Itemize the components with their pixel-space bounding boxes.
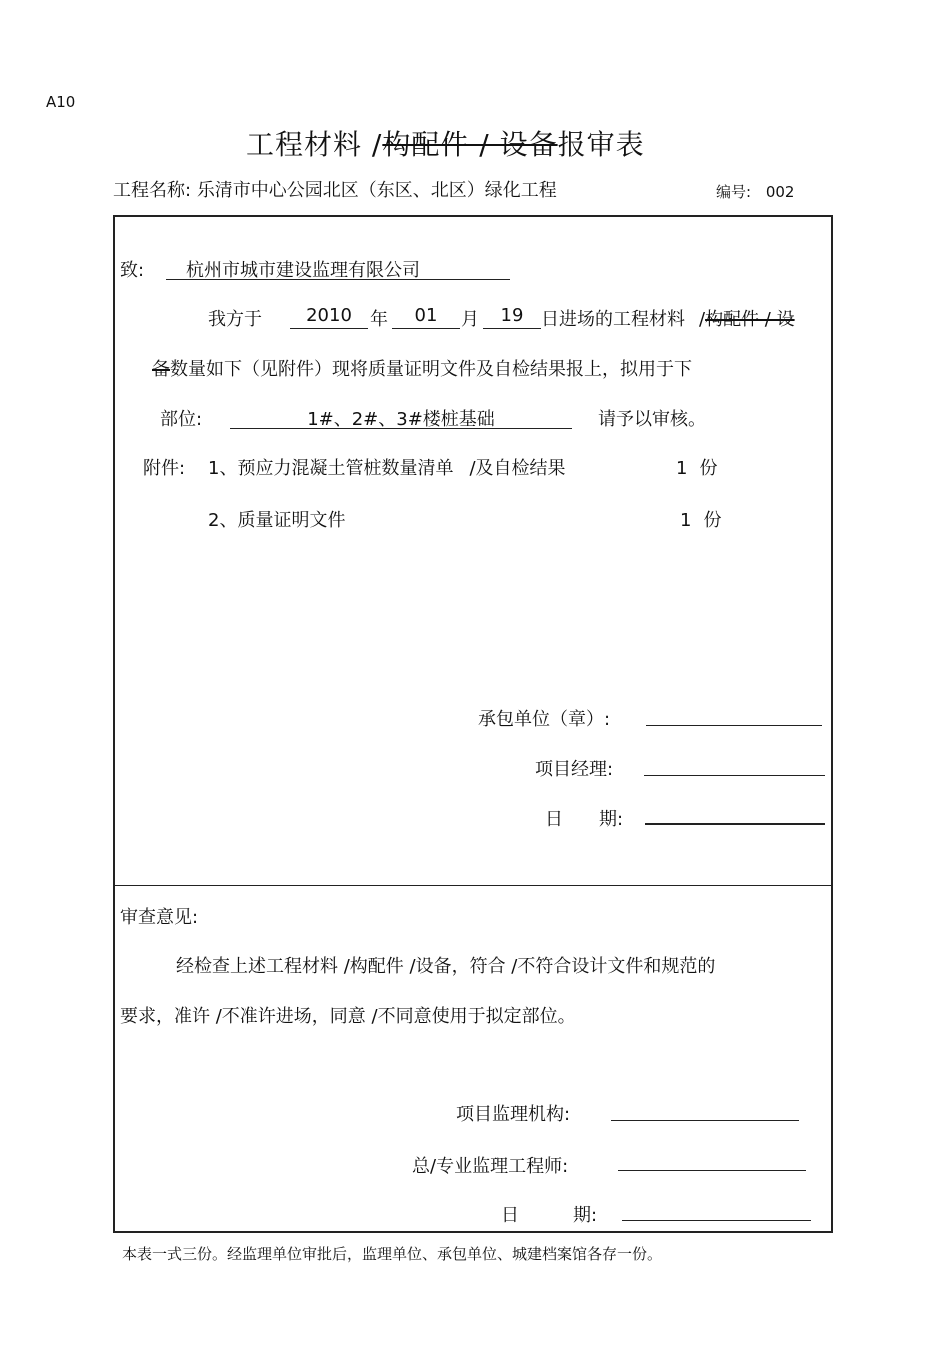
project-number-label: 编号:	[716, 183, 752, 201]
page-title	[246, 123, 645, 163]
day-underline	[483, 328, 541, 329]
contractor-date-label: 日 期:	[545, 809, 624, 830]
attachment-item-1-count-value: 1	[676, 458, 688, 479]
attachment-item-1-text: 1、预应力混凝土管桩数量清单	[208, 458, 454, 479]
form-code: A10	[46, 93, 76, 111]
body-year-unit: 年	[370, 309, 388, 330]
engineer-label: 总/专业监理工程师:	[412, 1156, 569, 1177]
project-number: 002	[765, 183, 795, 201]
body-struck2: 备	[152, 359, 170, 380]
to-underline	[166, 279, 510, 280]
attachment-item-2-unit: 份	[703, 510, 722, 531]
attachments-label: 附件:	[143, 458, 186, 479]
body-text1-text: 日进场的工程材料	[541, 309, 685, 330]
year-underline	[290, 328, 368, 329]
attachment-item-1-unit: 份	[699, 458, 718, 479]
review-date-label: 日 期:	[501, 1205, 598, 1226]
engineer-line[interactable]	[618, 1170, 806, 1171]
month-underline	[392, 328, 460, 329]
body-struck1: 构配件 / 设	[705, 309, 795, 330]
section-divider	[113, 885, 833, 886]
review-label: 审查意见:	[120, 907, 199, 928]
body-day: 19	[500, 305, 524, 326]
review-date-line[interactable]	[622, 1220, 811, 1221]
location-underline	[230, 428, 572, 429]
attachment-item-2-count-value: 1	[680, 510, 692, 531]
attachment-item-2-count	[680, 506, 721, 532]
attachment-item-1-count	[676, 454, 717, 480]
to-name: 杭州市城市建设监理有限公司	[186, 260, 420, 281]
location-label: 部位:	[160, 409, 203, 430]
body-text2-row	[152, 355, 692, 381]
attachment-item-1	[208, 454, 566, 480]
body-text2: 数量如下（见附件）现将质量证明文件及自检结果报上，拟用于下	[170, 359, 692, 380]
title-struck: 构配件 / 设备	[382, 128, 558, 161]
project-name: 乐清市中心公园北区（东区、北区）绿化工程	[196, 180, 557, 201]
body-month: 01	[414, 305, 438, 326]
to-label: 致:	[120, 260, 145, 281]
title-part1: 工程材料 /	[246, 128, 383, 161]
contractor-manager-line[interactable]	[644, 775, 825, 776]
contractor-manager-label: 项目经理:	[535, 759, 614, 780]
body-intro: 我方于	[208, 309, 262, 330]
footer-note: 本表一式三份。经监理单位审批后，监理单位、承包单位、城建档案馆各存一份。	[122, 1245, 663, 1263]
project-number-row	[716, 181, 794, 202]
request-text: 请予以审核。	[598, 409, 706, 430]
supervision-org-line[interactable]	[611, 1120, 799, 1121]
body-slash1: /	[699, 309, 706, 330]
title-part2: 报审表	[557, 128, 645, 161]
attachment-item-1-text2: /及自检结果	[469, 458, 566, 479]
body-month-unit: 月	[461, 309, 479, 330]
contractor-date-line[interactable]	[645, 823, 825, 825]
project-name-label: 工程名称:	[113, 180, 192, 201]
body-text1	[541, 305, 795, 331]
project-name-row	[113, 176, 557, 202]
contractor-unit-line[interactable]	[646, 725, 822, 726]
location-value: 1#、2#、3#楼桩基础	[307, 409, 495, 430]
attachment-item-2: 2、质量证明文件	[208, 510, 346, 531]
review-line2: 要求，准许 /不准许进场，同意 /不同意使用于拟定部位。	[120, 1006, 576, 1027]
supervision-org-label: 项目监理机构:	[456, 1104, 571, 1125]
body-year: 2010	[306, 305, 352, 326]
review-line1: 经检查上述工程材料 /构配件 /设备，符合 /不符合设计文件和规范的	[176, 956, 716, 977]
contractor-unit-label: 承包单位（章）:	[478, 709, 611, 730]
